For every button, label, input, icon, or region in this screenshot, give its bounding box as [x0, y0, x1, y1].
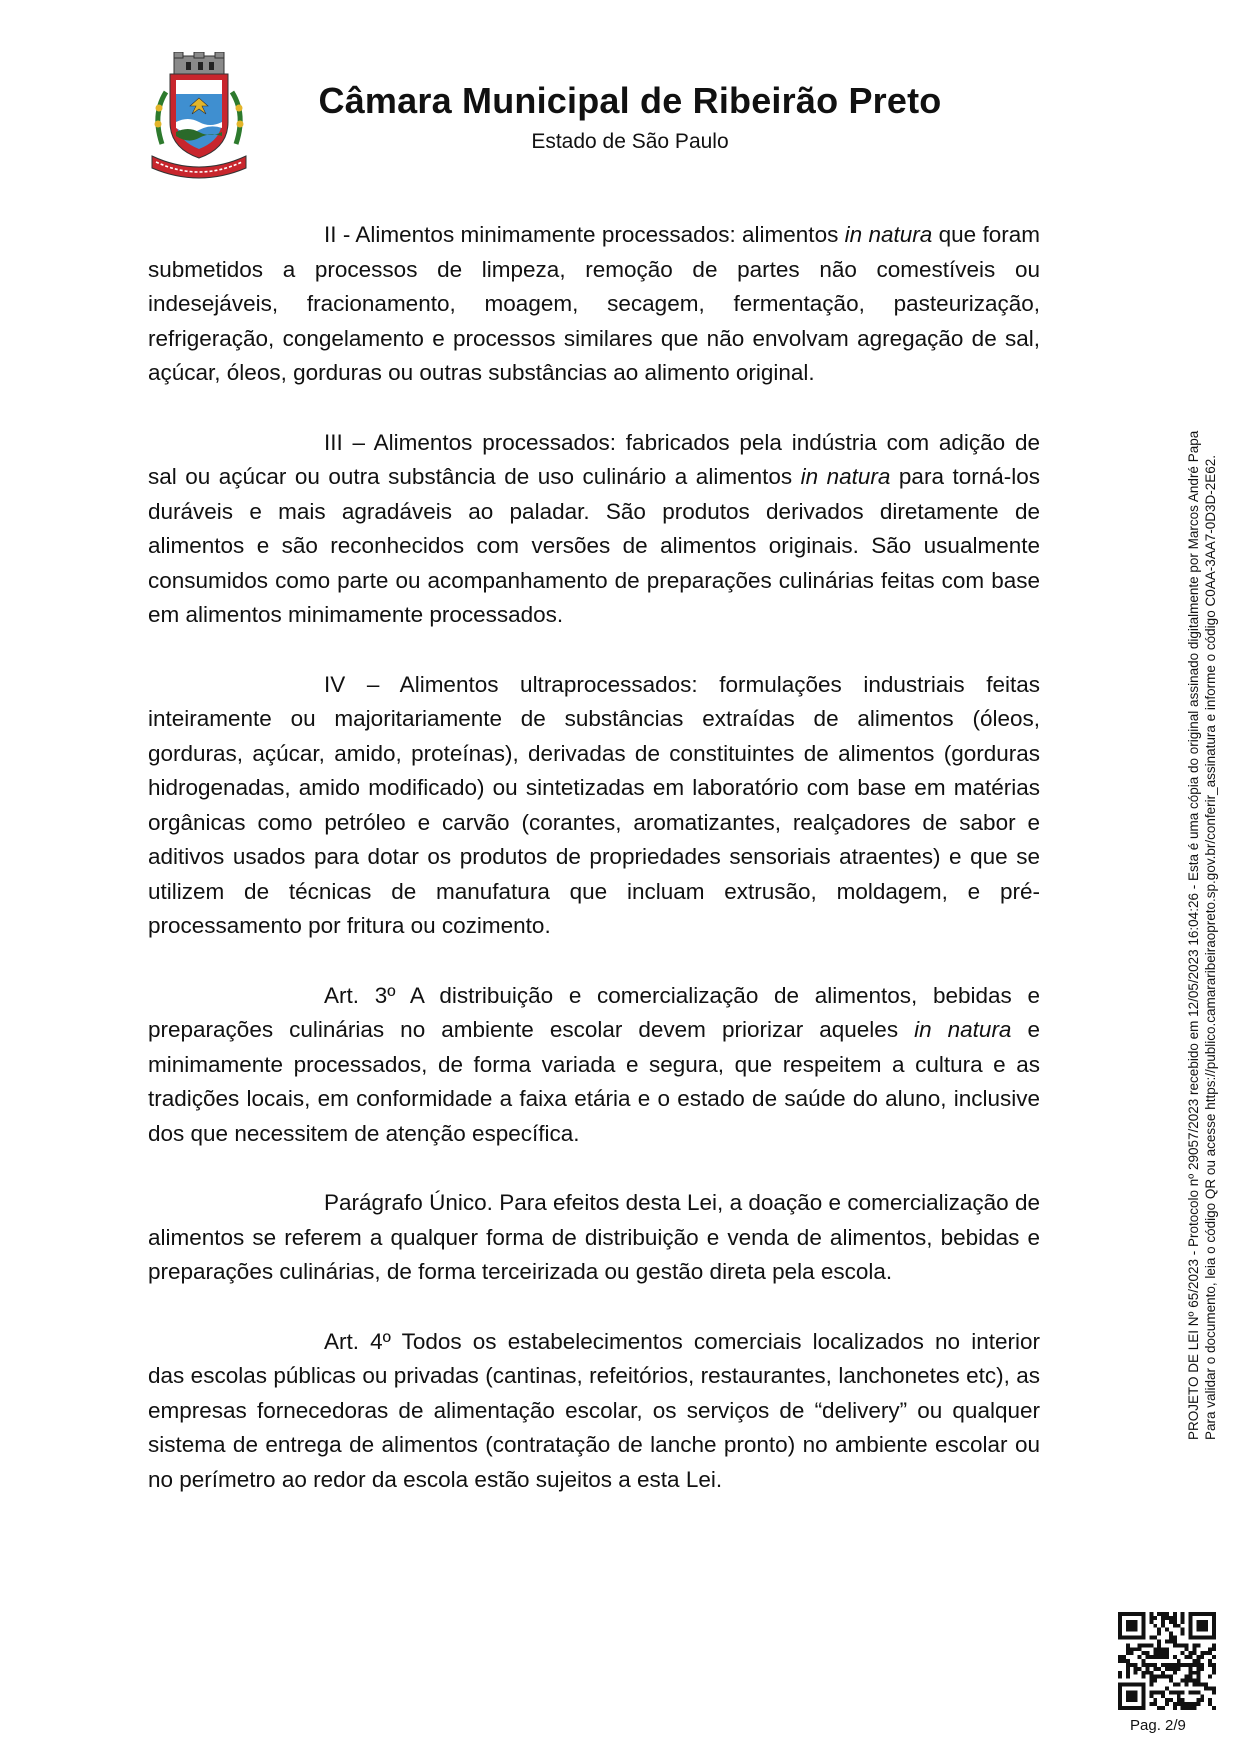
italic-term: in natura	[914, 1017, 1012, 1042]
paragraph-sole-paragraph: Parágrafo Único. Para efeitos desta Lei, a doação e comercialização de alimentos se referem a qualquer forma de distribuição e venda de alimentos, bebidas e preparações culinárias, de forma terceirizada ou gestão direta pela escola.	[148, 1190, 1040, 1284]
paragraph-ultraprocessed: IV – Alimentos ultraprocessados: formulações industriais feitas inteiramente ou majoritariamente de substâncias extraídas de alimentos (óleos, gorduras, açúcar, amido, proteínas), derivadas de constituintes de alimentos (gorduras hidrogenadas, amido modificado) ou sintetizadas em laboratório com base em matérias orgânicas como petróleo e carvão (corantes, aromatizantes, realçadores de sabor e aditivos usados para dotar os produtos de propriedades sensoriais atraentes) e que se utilizem de técnicas de manufatura que incluam extrusão, moldagem, e pré-processamento por fritura ou cozimento.	[148, 671, 1040, 938]
paragraph-text: Art. 3º A distribuição e comercialização de alimentos, bebidas e preparações culinárias no ambiente escolar devem priorizar aqueles	[148, 982, 1040, 1042]
paragraph-article-3	[148, 979, 1040, 1152]
paragraph-minimally-processed	[148, 218, 1040, 391]
paragraph-text: para torná-los duráveis e mais agradáveis ao paladar. São produtos derivados diretamente de alimentos e são reconhecidos com versões de alimentos originais. São usualmente consumidos como parte ou acompanhamento de preparações culinárias feitas com base em alimentos minimamente processados.	[148, 464, 1040, 627]
qr-code-icon[interactable]	[1118, 1612, 1216, 1710]
chamber-title: Câmara Municipal de Ribeirão Preto	[318, 80, 942, 121]
paragraph-text: e minimamente processados, de forma variada e segura, que respeitem a cultura e as tradições locais, em conformidade a faixa etária e o estado de saúde do aluno, inclusive dos que necessitem de atenção específica.	[148, 1017, 1040, 1146]
state-subtitle: Estado de São Paulo	[531, 130, 729, 153]
page-number: Pag. 2/9	[1130, 1717, 1186, 1734]
digital-signature-stamp	[1185, 340, 1219, 1440]
paragraph-article-4: Art. 4º Todos os estabelecimentos comerciais localizados no interior das escolas públicas ou privadas (cantinas, refeitórios, restaurantes, lanchonetes etc), as empresas fornecedoras de alimentação escolar, os serviços de “delivery” ou qualquer sistema de entrega de alimentos (contratação de lanche pronto) no ambiente escolar ou no perímetro ao redor da escola estão sujeitos a esta Lei.	[148, 1328, 1040, 1492]
paragraph-text: II - Alimentos minimamente processados: alimentos	[324, 222, 845, 247]
stamp-line-validation: Para validar o documento, leia o código QR ou acesse https://publico.camararibeiraopreto.sp.gov.br/conferir_assinatura e informe o código C0AA-3AA7-0D3D-2E62.	[1203, 454, 1218, 1440]
paragraph-text: que foram submetidos a processos de limpeza, remoção de partes não comestíveis ou indesejáveis, fracionamento, moagem, secagem, fermentação, pasteurização, refrigeração, congelamento e processos similares que não envolvam agregação de sal, açúcar, óleos, gorduras ou outras substâncias ao alimento original.	[148, 222, 1040, 385]
stamp-line-protocol: PROJETO DE LEI Nº 65/2023 - Protocolo nº 29057/2023 recebido em 12/05/2023 16:04:26 - Esta é uma cópia do original assinado digitalmente por Marcos André Papa	[1186, 430, 1201, 1440]
italic-term: in natura	[800, 464, 891, 489]
italic-term: in natura	[844, 222, 933, 247]
document-body	[148, 218, 1040, 1532]
coat-of-arms-icon	[146, 52, 252, 180]
paragraph-text: III – Alimentos processados: fabricados pela indústria com adição de sal ou açúcar ou outra substância de uso culinário a alimentos	[148, 429, 1040, 489]
paragraph-processed	[148, 426, 1040, 633]
